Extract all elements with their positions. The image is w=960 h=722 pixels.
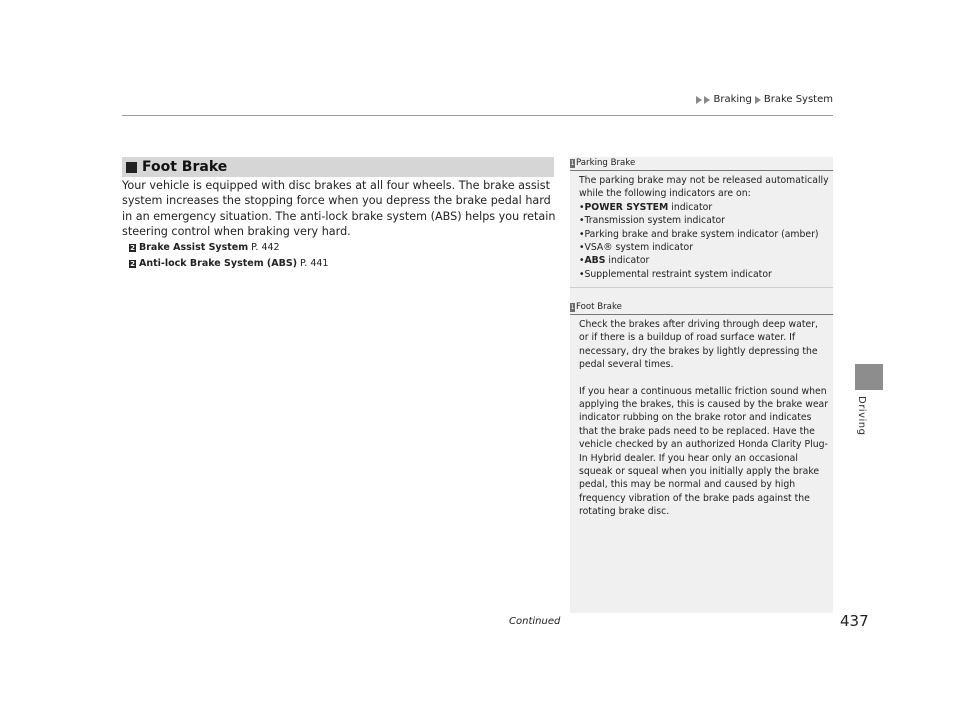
note-parking-title: Parking Brake: [576, 158, 636, 168]
breadcrumb-arrow-icon: [704, 96, 710, 104]
note-foot-body: [579, 318, 829, 519]
breadcrumb-arrow-icon: [755, 96, 761, 104]
header-divider: [122, 115, 833, 116]
note-parking-header: [570, 158, 635, 168]
chapter-tab-marker[interactable]: [855, 364, 883, 390]
note-parking-item: •Supplemental restraint system indicator: [579, 268, 772, 280]
note-foot-header: [570, 302, 622, 312]
note-foot-para1: Check the brakes after driving through deep water, or if there is a buildup of road surface water. If necessary, dry the brakes by lightly depressing the pedal several times.: [579, 319, 818, 371]
xref-arrow-icon: 2: [130, 259, 135, 268]
note-separator: [570, 287, 833, 288]
xref-label[interactable]: Anti-lock Brake System (ABS): [139, 258, 298, 269]
note-foot-title: Foot Brake: [576, 302, 622, 312]
note-divider: [570, 314, 833, 315]
note-parking-item: •Parking brake and brake system indicator (amber): [579, 228, 819, 240]
note-parking-item: •ABS indicator: [579, 255, 650, 267]
xref-brake-assist[interactable]: [129, 242, 280, 253]
section-title: Foot Brake: [142, 159, 228, 175]
page-number: 437: [840, 612, 869, 630]
note-parking-body: [579, 174, 829, 281]
xref-page[interactable]: P. 442: [251, 242, 280, 253]
note-parking-intro: The parking brake may not be released automatically while the following indicators are on:: [579, 175, 829, 200]
note-parking-item: •Transmission system indicator: [579, 215, 725, 227]
note-parking-item: •VSA® system indicator: [579, 242, 694, 254]
xref-label[interactable]: Brake Assist System: [139, 242, 249, 253]
breadcrumb-level2[interactable]: Brake System: [763, 94, 833, 105]
note-marker-icon: 1: [570, 159, 575, 167]
xref-page[interactable]: P. 441: [300, 258, 329, 269]
section-header: [122, 157, 554, 177]
breadcrumb: [696, 94, 833, 105]
note-marker-icon: 1: [570, 303, 575, 311]
continued-label: Continued: [509, 616, 561, 627]
xref-abs[interactable]: [129, 258, 328, 269]
note-parking-item: •POWER SYSTEM indicator: [579, 201, 713, 213]
breadcrumb-arrow-icon: [696, 96, 702, 104]
note-foot-para2: If you hear a continuous metallic friction sound when applying the brakes, this is caused by the brake wear indicator rubbing on the brake rotor and indicates that the brake pads need to be replaced. Have the vehicle checked by an authorized Honda Clarity Plug-In Hybrid dealer. If you hear only an occasional squeak or squeal when you initially apply the brake pedal, this may be normal and caused by high frequency vibration of the brake pads against the rotating brake disc.: [579, 385, 829, 518]
section-square-icon: [126, 162, 137, 173]
body-paragraph: Your vehicle is equipped with disc brakes at all four wheels. The brake assist system increases the stopping force when you depress the brake pedal hard in an emergency situation. The anti-lock brake system (ABS) helps you retain steering control when braking very hard.: [122, 179, 556, 238]
xref-arrow-icon: 2: [130, 243, 135, 252]
note-divider: [570, 170, 833, 171]
chapter-tab-label[interactable]: Driving: [856, 396, 867, 436]
breadcrumb-level1[interactable]: Braking: [713, 94, 752, 105]
